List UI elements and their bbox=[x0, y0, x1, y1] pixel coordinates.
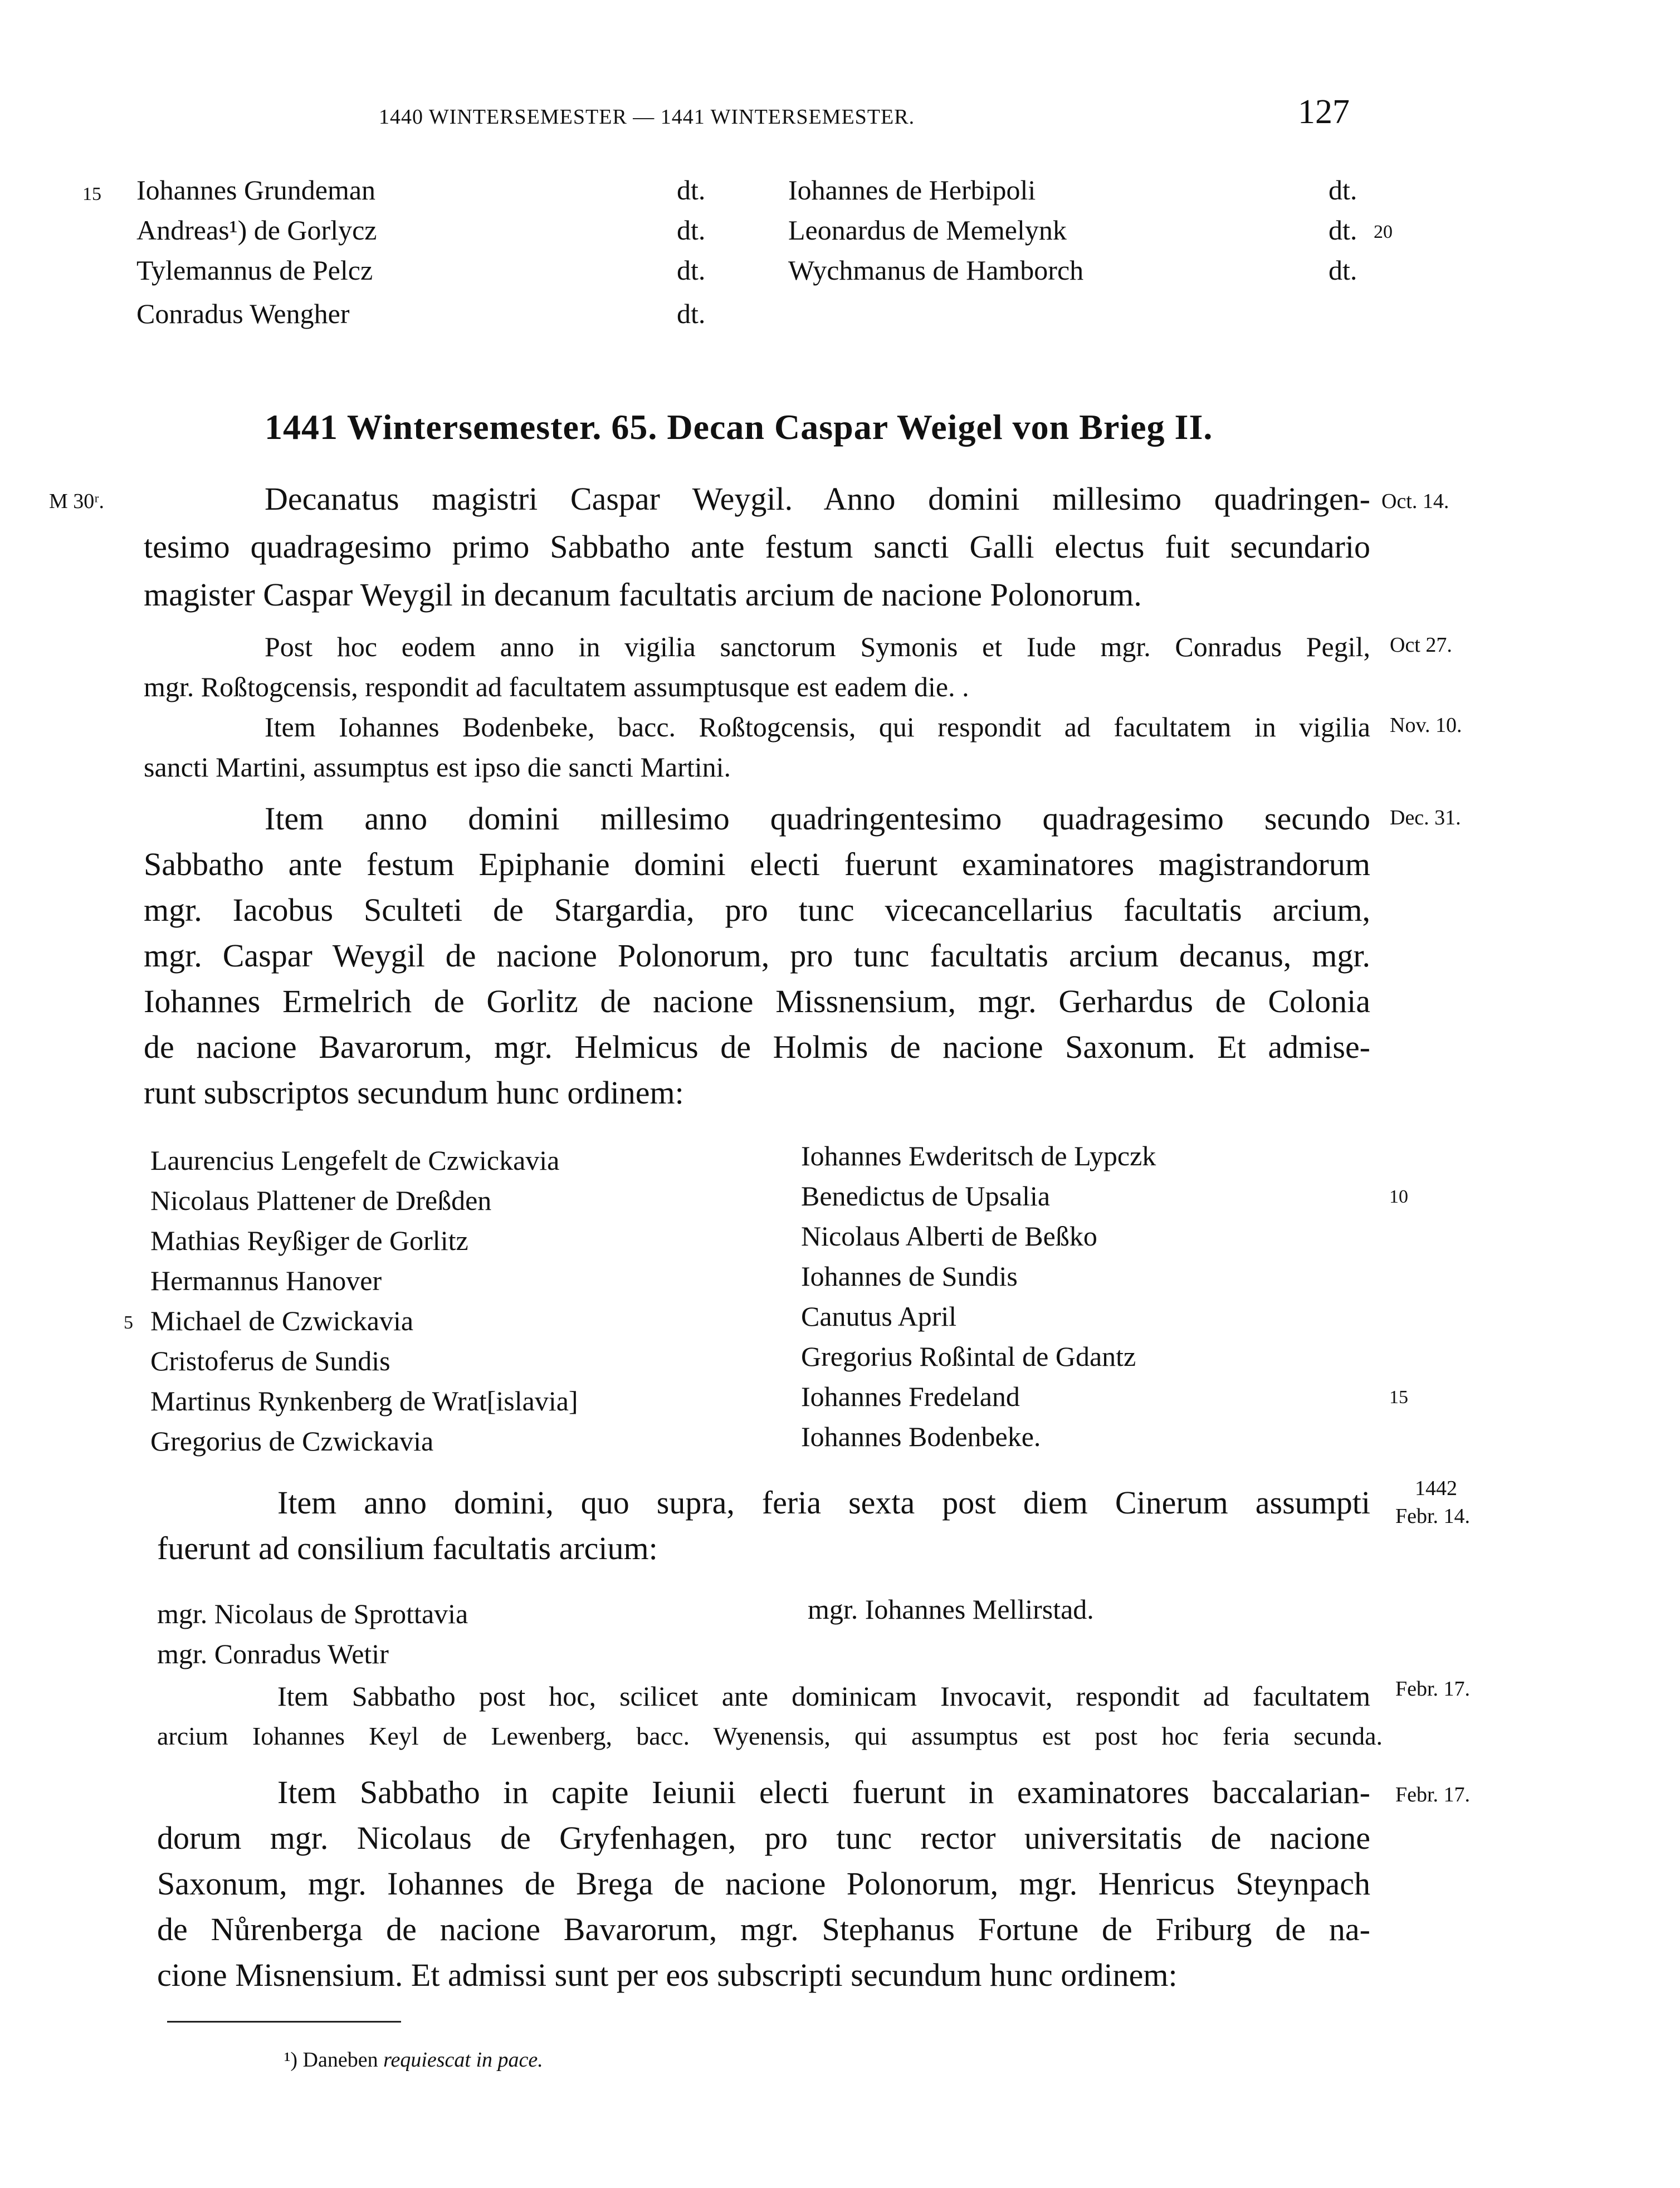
margin-note: Dec. 31. bbox=[1390, 806, 1461, 829]
text-line: tesimo quadragesimo primo Sabbatho ante festum sancti Galli electus fuit secundario bbox=[144, 529, 1370, 565]
text-line: mgr. Roßtogcensis, respondit ad facultatem assumptusque est eadem die. . bbox=[144, 671, 969, 702]
list-item: Gregorius de Czwickavia bbox=[150, 1425, 434, 1457]
line-number: 15 bbox=[82, 184, 101, 204]
list-item-note: dt. bbox=[677, 298, 706, 329]
margin-note: Oct. 14. bbox=[1381, 490, 1449, 513]
line-number: 5 bbox=[124, 1312, 133, 1333]
list-item: Laurencius Lengefelt de Czwickavia bbox=[150, 1145, 560, 1176]
list-item: mgr. Nicolaus de Sprottavia bbox=[157, 1598, 468, 1629]
list-item: mgr. Conradus Wetir bbox=[157, 1638, 389, 1669]
list-item: Mathias Reyßiger de Gorlitz bbox=[150, 1225, 468, 1256]
line-number: 20 bbox=[1374, 222, 1393, 242]
list-item: Iohannes Ewderitsch de Lypczk bbox=[801, 1140, 1156, 1171]
text-line: dorum mgr. Nicolaus de Gryfenhagen, pro tunc rector universitatis de nacione bbox=[157, 1820, 1370, 1856]
list-item: Martinus Rynkenberg de Wrat[islavia] bbox=[150, 1385, 578, 1417]
text-line: de Nůrenberga de nacione Bavarorum, mgr. Stephanus Fortune de Friburg de na- bbox=[157, 1911, 1370, 1947]
text-line: fuerunt ad consilium facultatis arcium: bbox=[157, 1530, 658, 1566]
list-item-note: dt. bbox=[677, 174, 706, 206]
list-item: Nicolaus Alberti de Beßko bbox=[801, 1220, 1097, 1252]
list-item-note: dt. bbox=[1329, 174, 1357, 206]
list-item: Iohannes Fredeland bbox=[801, 1381, 1020, 1412]
text-line: Item Iohannes Bodenbeke, bacc. Roßtogcensis, qui respondit ad facultatem in vigilia bbox=[265, 711, 1370, 743]
list-item: Iohannes de Sundis bbox=[801, 1261, 1018, 1292]
text-line: Item Sabbatho post hoc, scilicet ante dominicam Invocavit, respondit ad facultatem bbox=[277, 1681, 1370, 1712]
list-item: Leonardus de Memelynk bbox=[788, 214, 1067, 246]
text-line: Decanatus magistri Caspar Weygil. Anno domini millesimo quadringen- bbox=[265, 481, 1370, 517]
margin-note: M 30ʳ. bbox=[49, 490, 105, 513]
text-line: de nacione Bavarorum, mgr. Helmicus de Holmis de nacione Saxonum. Et admise- bbox=[144, 1029, 1370, 1065]
margin-note: Nov. 10. bbox=[1390, 714, 1462, 737]
list-item: Gregorius Roßintal de Gdantz bbox=[801, 1341, 1136, 1372]
text-line: arcium Iohannes Keyl de Lewenberg, bacc. Wyenensis, qui assumptus est post hoc feria secunda. bbox=[157, 1722, 1383, 1750]
text-line: Item Sabbatho in capite Ieiunii electi fuerunt in examinatores baccalarian- bbox=[277, 1774, 1370, 1810]
list-item: Tylemannus de Pelcz bbox=[136, 255, 373, 286]
list-item-note: dt. bbox=[677, 214, 706, 246]
text-line: mgr. Caspar Weygil de nacione Polonorum, pro tunc facultatis arcium decanus, mgr. bbox=[144, 937, 1370, 974]
text-line: Post hoc eodem anno in vigilia sanctorum Symonis et Iude mgr. Conradus Pegil, bbox=[265, 631, 1370, 662]
text-line: Sabbatho ante festum Epiphanie domini electi fuerunt examinatores magistrandorum bbox=[144, 846, 1370, 882]
line-number: 10 bbox=[1389, 1186, 1408, 1207]
footnote-rule bbox=[167, 2021, 401, 2023]
text-line: runt subscriptos secundum hunc ordinem: bbox=[144, 1075, 684, 1111]
margin-note: Oct 27. bbox=[1390, 633, 1452, 657]
list-item: Canutus April bbox=[801, 1301, 957, 1332]
section-title: 1441 Wintersemester. 65. Decan Caspar Weigel von Brieg II. bbox=[265, 407, 1213, 447]
list-item-note: dt. bbox=[677, 255, 706, 286]
margin-note: 1442 bbox=[1415, 1477, 1457, 1500]
list-item: Iohannes de Herbipoli bbox=[788, 174, 1036, 206]
list-item: Nicolaus Plattener de Dreßden bbox=[150, 1185, 492, 1216]
list-item: Benedictus de Upsalia bbox=[801, 1180, 1051, 1212]
margin-note: Febr. 14. bbox=[1395, 1505, 1471, 1528]
footnote bbox=[284, 2048, 543, 2072]
list-item: Wychmanus de Hamborch bbox=[788, 255, 1084, 286]
list-item: Iohannes Bodenbeke. bbox=[801, 1421, 1041, 1452]
list-item-note: dt. bbox=[1329, 255, 1357, 286]
page-number: 127 bbox=[1298, 93, 1350, 131]
list-item: Cristoferus de Sundis bbox=[150, 1345, 390, 1376]
text-line: magister Caspar Weygil in decanum facultatis arcium de nacione Polonorum. bbox=[144, 577, 1142, 613]
list-item: Michael de Czwickavia bbox=[150, 1305, 414, 1336]
footnote-italic-text: requiescat in pace. bbox=[383, 2048, 543, 2072]
list-item-note: dt. bbox=[1329, 214, 1357, 246]
text-line: sancti Martini, assumptus est ipso die sancti Martini. bbox=[144, 751, 731, 783]
margin-note: Febr. 17. bbox=[1395, 1783, 1471, 1806]
footnote-text: Daneben bbox=[302, 2048, 384, 2072]
list-item: Hermannus Hanover bbox=[150, 1265, 382, 1296]
running-title: 1440 WINTERSEMESTER — 1441 WINTERSEMESTER. bbox=[379, 105, 915, 129]
text-line: mgr. Iacobus Sculteti de Stargardia, pro tunc vicecancellarius facultatis arcium, bbox=[144, 892, 1370, 928]
text-line: cione Misnensium. Et admissi sunt per eos subscripti secundum hunc ordinem: bbox=[157, 1957, 1178, 1993]
list-item: Iohannes Grundeman bbox=[136, 174, 376, 206]
line-number: 15 bbox=[1389, 1387, 1408, 1408]
text-line: Iohannes Ermelrich de Gorlitz de nacione Missnensium, mgr. Gerhardus de Colonia bbox=[144, 983, 1370, 1019]
margin-note: Febr. 17. bbox=[1395, 1677, 1471, 1701]
list-item: Conradus Wengher bbox=[136, 298, 350, 329]
text-line: Item anno domini millesimo quadringentesimo quadragesimo secundo bbox=[265, 800, 1370, 837]
text-line: Saxonum, mgr. Iohannes de Brega de nacione Polonorum, mgr. Henricus Steynpach bbox=[157, 1865, 1370, 1902]
text-line: Item anno domini, quo supra, feria sexta post diem Cinerum assumpti bbox=[277, 1484, 1370, 1521]
list-item: Andreas¹) de Gorlycz bbox=[136, 214, 377, 246]
list-item: mgr. Iohannes Mellirstad. bbox=[808, 1594, 1094, 1625]
footnote-marker: ¹) bbox=[284, 2048, 298, 2072]
